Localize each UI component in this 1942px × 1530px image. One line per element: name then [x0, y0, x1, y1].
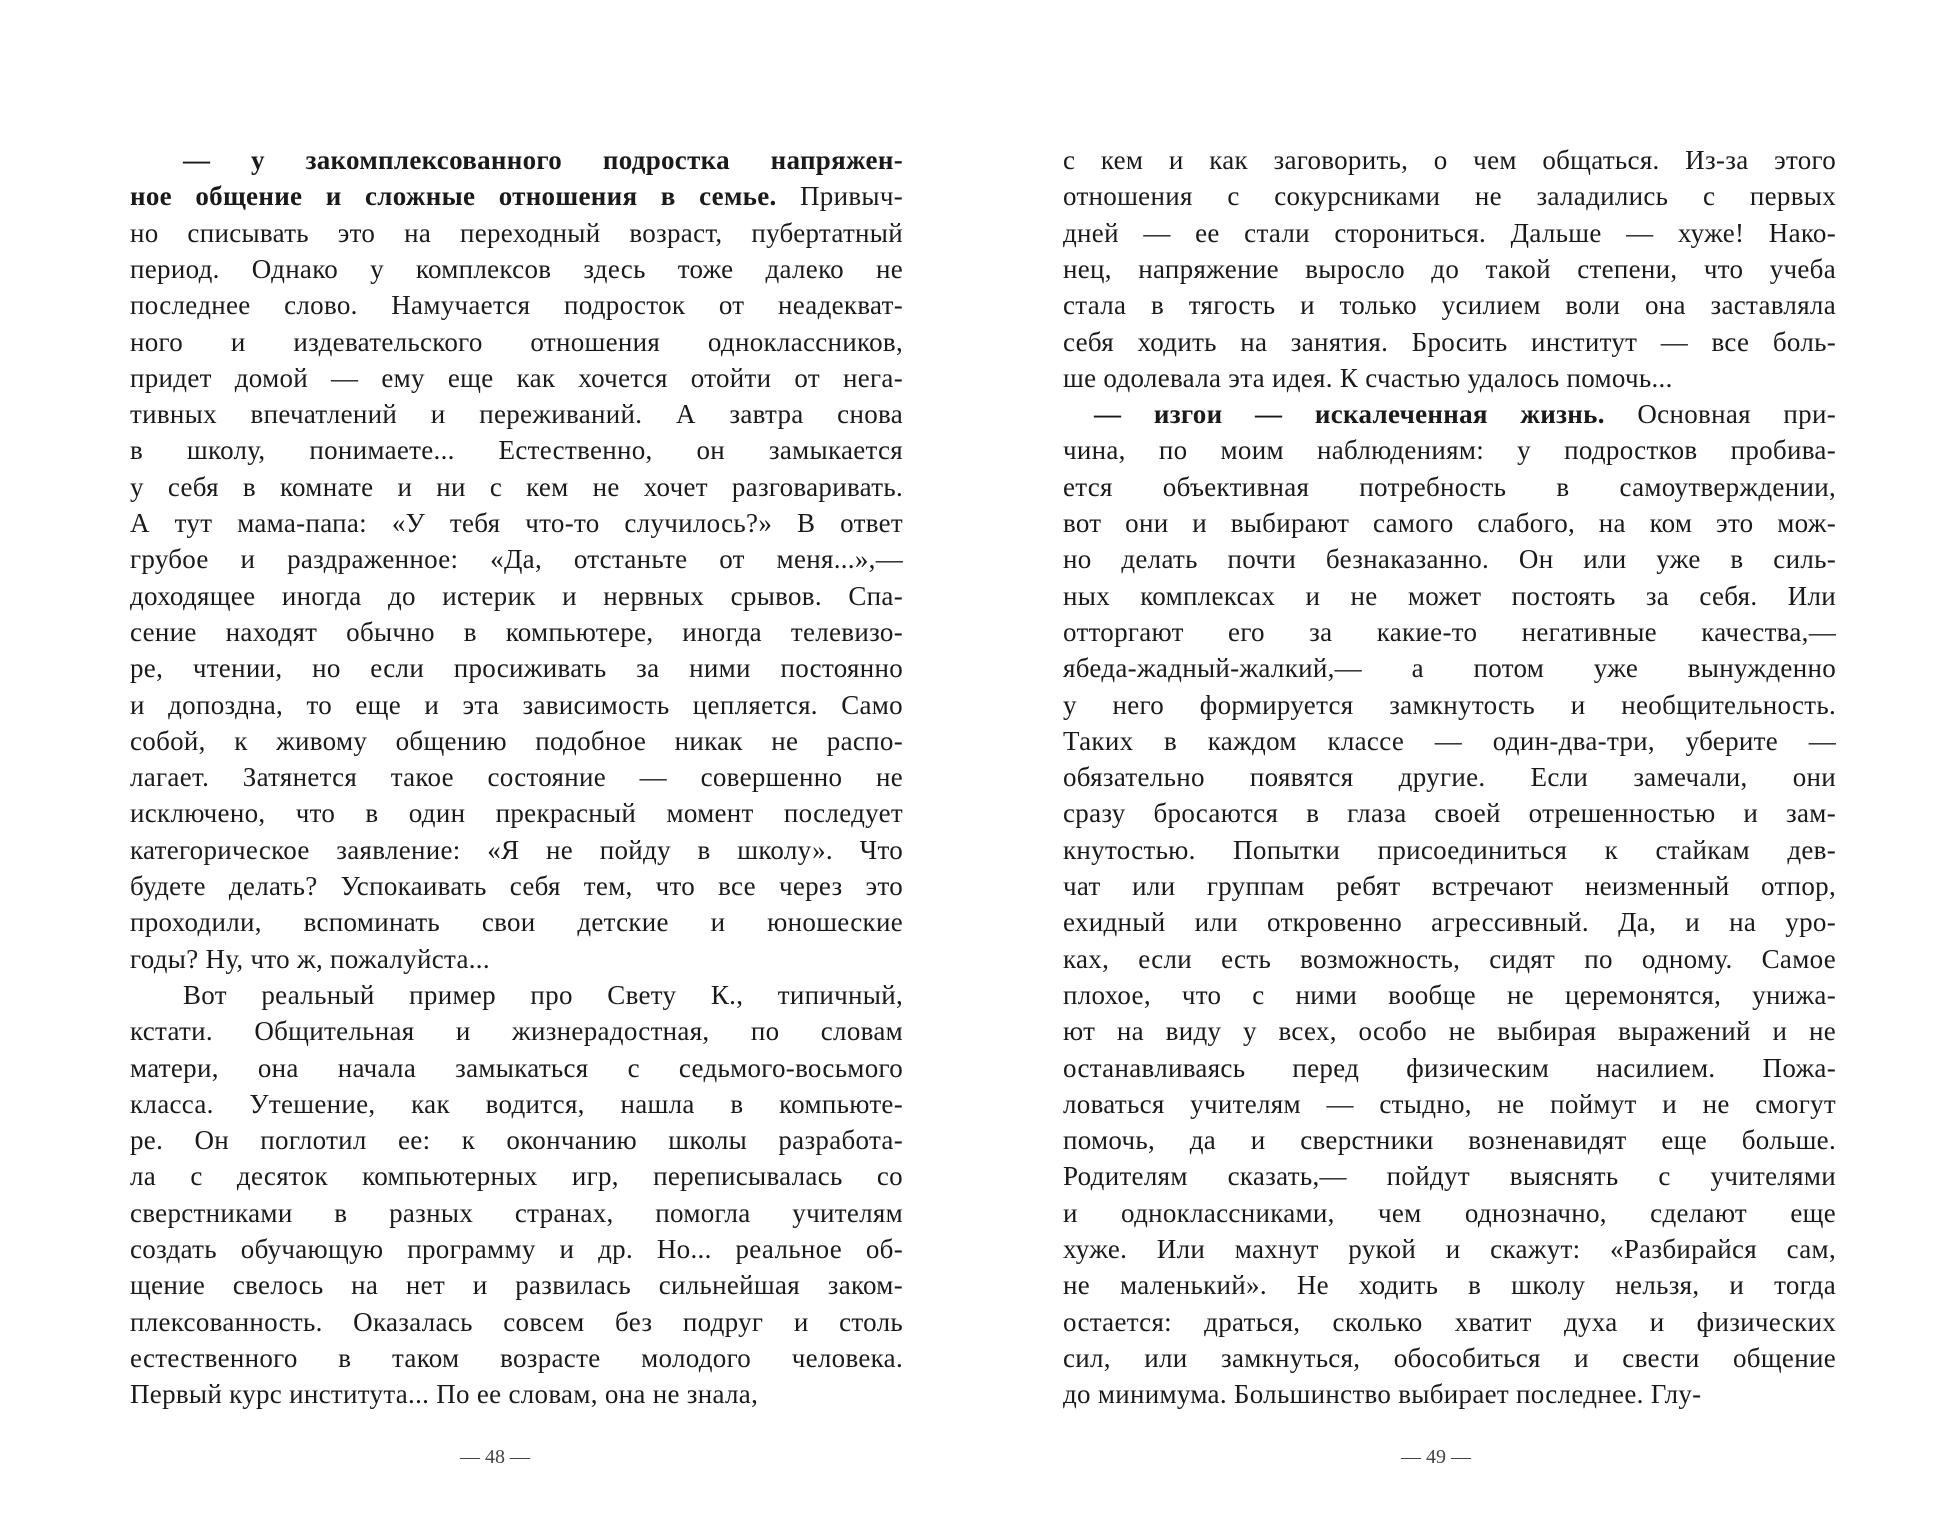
line-text: Первый курс института... По ее словам, она не знала,	[130, 1379, 759, 1410]
text-line	[130, 1304, 903, 1340]
text-line	[130, 795, 903, 831]
text-line	[130, 904, 903, 940]
line-text: сение находят обычно в компьютере, иногда телевизо-	[130, 616, 903, 647]
line-text: Основная при-	[1604, 399, 1836, 430]
line-text: отторгают его за какие-то негативные качества,—	[1063, 616, 1836, 647]
line-text: в школу, понимаете... Естественно, он замыкается	[130, 435, 903, 466]
line-text: ре. Он поглотил ее: к окончанию школы разработа-	[130, 1125, 903, 1156]
line-text: чина, по моим наблюдениям: у подростков пробива-	[1063, 435, 1836, 466]
line-text: Вот реальный пример про Свету К., типичный,	[183, 979, 903, 1010]
line-text: с кем и как заговорить, о чем общаться. Из-за этого	[1063, 145, 1836, 175]
bold-heading: — изгои — искалеченная жизнь.	[1094, 399, 1605, 430]
line-text: создать обучающую программу и др. Но... реальное об-	[130, 1234, 903, 1264]
text-line	[1063, 687, 1836, 723]
line-text: ного и издевательского отношения одноклассников,	[130, 326, 903, 357]
text-line	[1063, 287, 1836, 323]
text-line	[1063, 251, 1836, 287]
line-text: и одноклассниками, чем однозначно, сделают еще	[1063, 1197, 1836, 1228]
text-line	[130, 1195, 903, 1231]
line-text: период. Однако у комплексов здесь тоже далеко не	[130, 253, 903, 284]
text-line	[130, 505, 903, 541]
line-text: Таких в каждом классе — один-два-три, уберите —	[1063, 725, 1836, 756]
line-text: ловаться учителям — стыдно, не поймут и не смогут	[1063, 1088, 1836, 1119]
text-line	[130, 541, 903, 577]
text-line	[1063, 759, 1836, 795]
line-text: не маленький». Не ходить в школу нельзя, и тогда	[1063, 1270, 1836, 1301]
text-line	[130, 396, 903, 432]
line-text: останавливаясь перед физическим насилием. Пожа-	[1063, 1052, 1836, 1083]
text-line	[1063, 469, 1836, 505]
line-text: помочь, да и сверстники возненавидят еще больше.	[1063, 1125, 1836, 1156]
line-text: тивных впечатлений и переживаний. А завтра снова	[130, 399, 903, 430]
line-text: будете делать? Успокаивать себя тем, что все через это	[130, 871, 903, 901]
line-text: придет домой — ему еще как хочется отойти от нега-	[130, 362, 903, 393]
text-line	[130, 178, 903, 214]
text-line	[1063, 977, 1836, 1013]
text-line	[130, 1013, 903, 1049]
text-line	[130, 1158, 903, 1194]
line-text: естественного в таком возрасте молодого человека.	[130, 1342, 903, 1373]
line-text: обязательно появятся другие. Если замечали, они	[1063, 762, 1836, 793]
line-text: матери, она начала замыкаться с седьмого-восьмого	[130, 1052, 903, 1083]
text-line	[130, 614, 903, 650]
text-line	[130, 432, 903, 468]
line-text: ехидный или откровенно агрессивный. Да, и на уро-	[1063, 907, 1836, 938]
text-line	[1063, 432, 1836, 468]
line-text: ше одолевала эта идея. К счастью удалось помочь...	[1063, 362, 1673, 393]
line-text: собой, к живому общению подобное никак не распо-	[130, 725, 903, 756]
line-text: лагает. Затянется такое состояние — совершенно не	[130, 762, 903, 793]
text-line	[130, 687, 903, 723]
right-page	[971, 0, 1942, 1530]
text-line	[130, 324, 903, 360]
text-line	[1063, 1376, 1836, 1412]
line-text: последнее слово. Намучается подросток от неадекват-	[130, 290, 903, 321]
line-text: ется объективная потребность в самоутверждении,	[1063, 471, 1836, 502]
text-line	[130, 723, 903, 759]
line-text: у него формируется замкнутость и необщительность.	[1063, 689, 1836, 720]
text-line	[1063, 832, 1836, 868]
line-text: нец, напряжение выросло до такой степени, что учеба	[1063, 253, 1836, 284]
line-text: кстати. Общительная и жизнерадостная, по словам	[130, 1016, 903, 1047]
line-text: но списывать это на переходный возраст, пубертатный	[130, 217, 903, 248]
text-line	[130, 1050, 903, 1086]
text-line	[1063, 1122, 1836, 1158]
line-text: годы? Ну, что ж, пожалуйста...	[130, 943, 490, 974]
text-line	[1063, 1231, 1836, 1267]
text-line	[1063, 723, 1836, 759]
text-line	[130, 1340, 903, 1376]
line-text: щение свелось на нет и развилась сильнейшая заком-	[130, 1270, 903, 1301]
text-line	[1063, 1304, 1836, 1340]
line-text: но делать почти безнаказанно. Он или уже в силь-	[1063, 544, 1836, 575]
bold-heading: — у закомплексованного подростка напряжен-	[183, 145, 903, 175]
text-line	[1063, 505, 1836, 541]
line-text: сверстниками в разных странах, помогла учителям	[130, 1197, 903, 1228]
text-line	[130, 287, 903, 323]
text-line	[1063, 541, 1836, 577]
line-text: хуже. Или махнут рукой и скажут: «Разбирайся сам,	[1063, 1234, 1836, 1264]
line-text: сразу бросаются в глаза своей отрешенностью и зам-	[1063, 798, 1836, 829]
text-line	[1063, 1013, 1836, 1049]
line-text: Привыч-	[776, 181, 904, 212]
text-line	[1063, 1340, 1836, 1376]
text-line	[1063, 868, 1836, 904]
line-text: категорическое заявление: «Я не пойду в школу». Что	[130, 834, 903, 865]
text-line	[183, 142, 903, 178]
line-text: остается: драться, сколько хватит духа и физических	[1063, 1306, 1836, 1337]
text-line	[1063, 178, 1836, 214]
text-line	[130, 1086, 903, 1122]
text-line	[130, 360, 903, 396]
text-line	[130, 1376, 903, 1412]
text-line	[1063, 1086, 1836, 1122]
line-text: проходили, вспоминать свои детские и юношеские	[130, 907, 903, 938]
line-text: отношения с сокурсниками не заладились с первых	[1063, 181, 1836, 212]
line-text: и допоздна, то еще и эта зависимость цепляется. Само	[130, 689, 903, 720]
text-line	[130, 469, 903, 505]
text-line	[130, 650, 903, 686]
line-text: ре, чтении, но если просиживать за ними постоянно	[130, 653, 903, 684]
text-line	[1063, 578, 1836, 614]
text-line	[1063, 324, 1836, 360]
text-line	[130, 1122, 903, 1158]
line-text: кнутостью. Попытки присоединиться к стайкам дев-	[1063, 834, 1836, 865]
text-line	[130, 578, 903, 614]
line-text: вот они и выбирают самого слабого, на ком это мож-	[1063, 508, 1836, 538]
line-text: ла с десяток компьютерных игр, переписывалась со	[130, 1161, 903, 1192]
text-line	[1063, 650, 1836, 686]
text-line	[1063, 1158, 1836, 1194]
page-number: — 48 —	[460, 1446, 530, 1468]
line-text: Родителям сказать,— пойдут выяснять с учителями	[1063, 1161, 1836, 1192]
line-text: ябеда-жадный-жалкий,— а потом уже вынужденно	[1063, 653, 1836, 684]
text-line	[130, 251, 903, 287]
line-text: плексованность. Оказалась совсем без подруг и столь	[130, 1306, 903, 1337]
line-text: у себя в комнате и ни с кем не хочет разговаривать.	[130, 471, 903, 502]
line-text: дней — ее стали сторониться. Дальше — хуже! Нако-	[1063, 217, 1836, 248]
text-line	[130, 1231, 903, 1267]
line-text: стала в тягость и только усилием воли она заставляла	[1063, 290, 1836, 321]
text-line	[183, 977, 903, 1013]
line-text: доходящее иногда до истерик и нервных срывов. Спа-	[130, 580, 903, 611]
text-line	[130, 215, 903, 251]
text-line	[1063, 360, 1836, 396]
text-line	[1063, 142, 1836, 178]
text-line	[130, 759, 903, 795]
bold-heading: ное общение и сложные отношения в семье.	[130, 181, 777, 212]
page-number: — 49 —	[1401, 1446, 1471, 1468]
line-text: грубое и раздраженное: «Да, отстаньте от меня...»,—	[130, 544, 903, 575]
text-line	[130, 941, 903, 977]
line-text: чат или группам ребят встречают неизменный отпор,	[1063, 871, 1836, 901]
line-text: А тут мама-папа: «У тебя что-то случилось?» В ответ	[130, 508, 903, 538]
text-line	[1063, 1267, 1836, 1303]
line-text: ках, если есть возможность, сидят по одному. Самое	[1063, 943, 1836, 974]
text-line	[1063, 1050, 1836, 1086]
line-text: класса. Утешение, как водится, нашла в компьюте-	[130, 1088, 903, 1119]
text-line	[1063, 795, 1836, 831]
line-text: ных комплексах и не может постоять за себя. Или	[1063, 580, 1836, 611]
line-text: сил, или замкнуться, обособиться и свести общение	[1063, 1342, 1836, 1373]
text-line	[1063, 1195, 1836, 1231]
text-line	[1063, 614, 1836, 650]
text-line	[130, 832, 903, 868]
line-text: себя ходить на занятия. Бросить институт — все боль-	[1063, 326, 1836, 357]
line-text: до минимума. Большинство выбирает последнее. Глу-	[1063, 1379, 1702, 1410]
text-line	[1094, 396, 1836, 432]
text-line	[1063, 904, 1836, 940]
text-line	[130, 868, 903, 904]
line-text: ют на виду у всех, особо не выбирая выражений и не	[1063, 1016, 1836, 1047]
line-text: плохое, что с ними вообще не церемонятся, унижа-	[1063, 979, 1836, 1010]
text-line	[1063, 215, 1836, 251]
line-text: исключено, что в один прекрасный момент последует	[130, 798, 903, 829]
text-line	[1063, 941, 1836, 977]
text-line	[130, 1267, 903, 1303]
